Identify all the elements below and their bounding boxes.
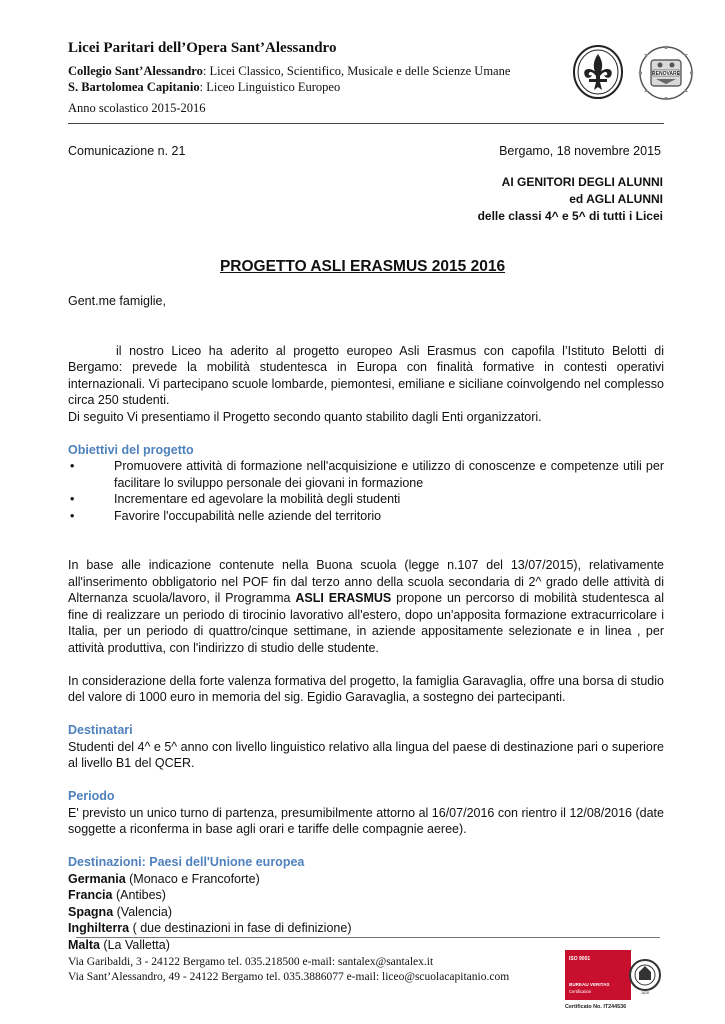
destination-country: Malta <box>68 937 100 952</box>
objective-text: Promuovere attività di formazione nell'acquisizione e utilizzo di conoscenze e competenze utili per facilitare lo sviluppo personale dei giovani in formazione <box>114 459 664 490</box>
objective-text: Incrementare ed agevolare la mobilità degli studenti <box>114 492 401 506</box>
intro-paragraph: il nostro Liceo ha aderito al progetto europeo Asli Erasmus con capofila l’Istituto Belotti di Bergamo: prevede la mobilità studentesca in Europa con finalità formative in contesti operativi internazionali. Vi partecipano scuole lombarde, piemontesi, emiliane e siciliane coinvolgendo nel complesso circa 250 studenti. <box>68 343 664 407</box>
recipient-line: ed AGLI ALUNNI <box>569 192 663 206</box>
cert-year: 1828 <box>641 991 649 995</box>
objective-item <box>68 491 664 508</box>
header-divider <box>68 123 664 124</box>
bureau-veritas-certification-badge <box>565 950 661 1010</box>
destinations-title: Destinazioni: Paesi dell'Unione europea <box>68 855 305 869</box>
buona-scuola-paragraph <box>68 557 664 656</box>
intro-paragraph-2: Di seguito Vi presentiamo il Progetto secondo quanto stabilito dagli Enti organizzatori. <box>68 409 542 424</box>
destination-detail: ( due destinazioni in fase di definizione) <box>129 921 352 935</box>
school-line-2 <box>68 79 548 95</box>
paragraph-text: propone un percorso di mobilità studentesca al fine di realizzare un periodo di tirocinio lavorativo all'estero, dopo un'apposita formazione extracurricolare i Italia, per un periodo di quattro/cinque settimane, in aziende appositamente selezionate e in linea , per attività produttiva, con l'indirizzo di studio delle studente. <box>68 591 664 655</box>
recipients-section-title: Destinatari <box>68 723 133 737</box>
fleur-de-lis-logo <box>572 44 624 100</box>
institution-title: Licei Paritari dell’Opera Sant’Alessandro <box>68 40 337 56</box>
iso-label: ISO 9001 <box>569 956 591 962</box>
cert-number: Certificato No. IT244536 <box>565 1004 627 1010</box>
destination-country: Inghilterra <box>68 921 130 935</box>
letter-body <box>68 293 664 953</box>
bullet-marker: • <box>70 459 75 473</box>
communication-number: Comunicazione n. 21 <box>68 144 186 158</box>
destination-detail: (Monaco e Francoforte) <box>125 871 260 886</box>
period-title: Periodo <box>68 789 115 803</box>
objective-item <box>68 508 664 525</box>
objective-item <box>68 458 664 491</box>
school-2-name: S. Bartolomea Capitanio <box>68 80 200 94</box>
objectives-title: Obiettivi del progetto <box>68 442 194 457</box>
renovare-crest-logo <box>636 44 696 102</box>
recipient-line: delle classi 4^ e 5^ di tutti i Licei <box>477 209 663 223</box>
destination-item <box>68 887 664 904</box>
school-line-1 <box>68 63 548 79</box>
school-year: Anno scolastico 2015-2016 <box>68 101 206 115</box>
objective-text: Favorire l'occupabilità nelle aziende del territorio <box>114 508 382 523</box>
footer-addresses <box>68 955 509 985</box>
recipients-section-text: Studenti del 4^ e 5^ anno con livello linguistico relativo alla lingua del paese di destinazione pari o superiore al livello B1 del QCER. <box>68 739 664 770</box>
recipient-line: AI GENITORI DEGLI ALUNNI <box>501 175 663 189</box>
destination-country: Francia <box>68 888 113 902</box>
paragraph-text: In base alle indicazione contenute nella Buona scuola (legge n.107 del 13/07/2015), relativamente all'inserimento obbligatorio nel POF fin dal terzo anno della scuola secondaria di 2^ grado delle attività di Alternanza scuola/lavoro, il Programma <box>68 558 664 605</box>
recipients-block <box>478 174 663 225</box>
school-1-name: Collegio Sant’Alessandro <box>68 64 203 78</box>
destination-item <box>68 904 664 921</box>
destination-detail: (La Valletta) <box>99 937 170 952</box>
destination-detail: (Antibes) <box>112 888 166 902</box>
destination-detail: (Valencia) <box>113 904 172 919</box>
greeting: Gent.me famiglie, <box>68 294 166 308</box>
grant-paragraph: In considerazione della forte valenza formativa del progetto, la famiglia Garavaglia, offre una borsa di studio del valore di 1000 euro in memoria del sig. Egidio Garavaglia, a sostegno dei partecipanti. <box>68 673 664 704</box>
school-2-desc: : Liceo Linguistico Europeo <box>199 80 341 94</box>
document-heading: PROGETTO ASLI ERASMUS 2015 2016 <box>219 258 506 275</box>
letter-date: Bergamo, 18 novembre 2015 <box>499 144 661 158</box>
footer-address-1: Via Garibaldi, 3 - 24122 Bergamo tel. 035.218500 e-mail: santalex@santalex.it <box>68 956 434 968</box>
cert-sub: Certification <box>569 989 592 994</box>
footer-divider <box>76 937 660 938</box>
destination-item <box>68 871 664 888</box>
period-text: E' previsto un unico turno di partenza, presumibilmente attorno al 16/07/2016 con rientro il 12/08/2016 (date soggette a riconferma in base agli orari e tariffe delle compagnie aeree). <box>68 805 664 836</box>
program-name: ASLI ERASMUS <box>295 591 392 605</box>
cert-brand: BUREAU VERITAS <box>569 982 610 987</box>
school-1-desc: : Licei Classico, Scientifico, Musicale e delle Scienze Umane <box>202 64 511 78</box>
letterhead <box>68 40 548 116</box>
bullet-marker: • <box>70 508 75 523</box>
destination-country: Germania <box>68 871 126 886</box>
footer-address-2: Via Sant’Alessandro, 49 - 24122 Bergamo tel. 035.3886077 e-mail: liceo@scuolacapitanio.com <box>68 971 510 983</box>
logo-motto: RENOVARE <box>652 71 680 77</box>
destination-country: Spagna <box>68 904 114 919</box>
bullet-marker: • <box>70 492 75 506</box>
destination-item <box>68 920 664 937</box>
